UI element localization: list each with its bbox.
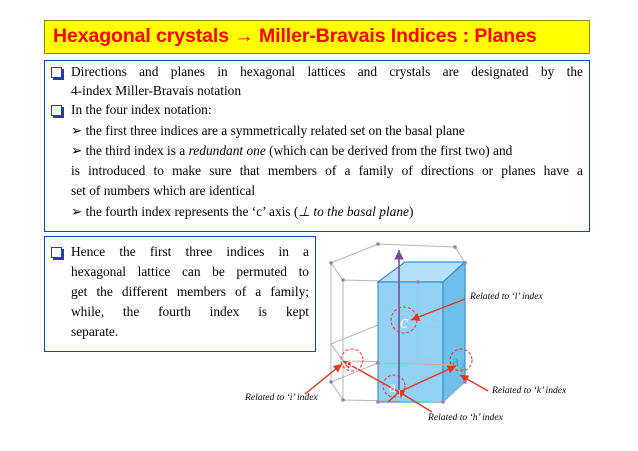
caption-i-index: Related to ‘i’ index bbox=[245, 392, 318, 403]
bullet1-line1: Directions and planes in hexagonal lattices and crystals are designated by the bbox=[71, 64, 583, 79]
page-title: Hexagonal crystals → Miller-Bravais Indices : Planes bbox=[53, 25, 537, 47]
sub-bullet-2-post: (which can be derived from the first two) and bbox=[265, 143, 513, 158]
a3-axis-subscript: 3 bbox=[354, 362, 359, 372]
sub-bullet-3-post: ) bbox=[408, 204, 414, 219]
sub-bullet-2-italic: redundant one bbox=[188, 143, 266, 158]
a1-axis-label: a bbox=[389, 379, 397, 396]
side-line-2: hexagonal lattice can be permuted to bbox=[71, 264, 309, 279]
sub-bullet-2-line3: set of numbers which are identical bbox=[71, 183, 256, 198]
side-line-5: separate. bbox=[71, 324, 119, 339]
a2-axis-label: a bbox=[452, 353, 460, 370]
a2-axis-subscript: 2 bbox=[460, 362, 465, 372]
caption-l-index: Related to ‘l’ index bbox=[470, 291, 543, 302]
bullet1-line2: 4-index Miller-Bravais notation bbox=[71, 83, 242, 98]
a3-axis-label: a bbox=[346, 353, 354, 370]
sub-bullet-2-line2: is introduced to make sure that members of a family of directions or planes have a bbox=[71, 163, 583, 178]
c-axis-label: c bbox=[400, 312, 409, 333]
caption-k-index: Related to ‘k’ index bbox=[492, 385, 567, 396]
sub-bullet-2-pre: ➢ the third index is a bbox=[71, 143, 189, 158]
side-line-4: while, the fourth index is kept bbox=[71, 304, 309, 319]
caption-h-index: Related to ‘h’ index bbox=[428, 412, 503, 423]
bullet2-text: In the four index notation: bbox=[71, 102, 212, 117]
sub-bullet-3-italic: ⊥ to the basal plane bbox=[298, 204, 409, 219]
a1-axis-subscript: 1 bbox=[397, 388, 402, 398]
sub-bullet-3-pre: ➢ the fourth index represents the ‘c’ axis ( bbox=[71, 204, 299, 219]
side-line-3: get the different members of a family; bbox=[71, 284, 309, 299]
sub-bullet-1: ➢ the first three indices are a symmetrically related set on the basal plane bbox=[71, 123, 465, 138]
side-line-1: Hence the first three indices in a bbox=[71, 244, 309, 259]
